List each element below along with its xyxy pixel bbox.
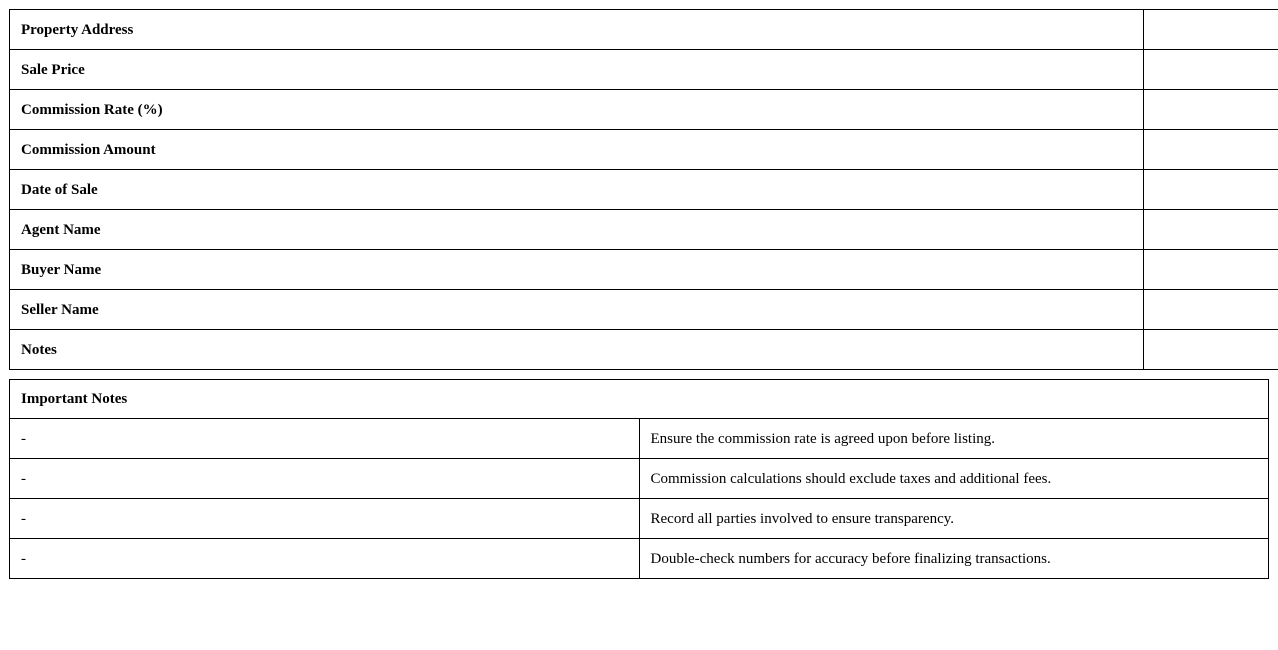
note-bullet: -	[10, 539, 640, 579]
field-value-commission-amount[interactable]	[1144, 130, 1278, 170]
table-row	[10, 459, 1269, 499]
table-row	[10, 539, 1269, 579]
table-row	[10, 170, 1278, 210]
field-value-date-of-sale[interactable]	[1144, 170, 1278, 210]
table-row	[10, 130, 1278, 170]
field-label-commission-rate: Commission Rate (%)	[10, 90, 1144, 130]
field-value-property-address[interactable]	[1144, 10, 1278, 50]
field-label-property-address: Property Address	[10, 10, 1144, 50]
field-value-commission-rate[interactable]	[1144, 90, 1278, 130]
table-row	[10, 210, 1278, 250]
table-row	[10, 499, 1269, 539]
field-label-agent-name: Agent Name	[10, 210, 1144, 250]
field-label-buyer-name: Buyer Name	[10, 250, 1144, 290]
table-row	[10, 10, 1278, 50]
field-value-sale-price[interactable]	[1144, 50, 1278, 90]
field-value-agent-name[interactable]	[1144, 210, 1278, 250]
important-notes-header: Important Notes	[10, 380, 1269, 419]
field-value-seller-name[interactable]	[1144, 290, 1278, 330]
table-row	[10, 290, 1278, 330]
field-label-date-of-sale: Date of Sale	[10, 170, 1144, 210]
note-text: Double-check numbers for accuracy before finalizing transactions.	[639, 539, 1269, 579]
note-text: Ensure the commission rate is agreed upon before listing.	[639, 419, 1269, 459]
table-row	[10, 330, 1278, 370]
field-label-notes: Notes	[10, 330, 1144, 370]
table-row	[10, 250, 1278, 290]
important-notes-table	[9, 379, 1269, 579]
note-text: Commission calculations should exclude taxes and additional fees.	[639, 459, 1269, 499]
field-label-seller-name: Seller Name	[10, 290, 1144, 330]
note-bullet: -	[10, 459, 640, 499]
field-value-buyer-name[interactable]	[1144, 250, 1278, 290]
table-row	[10, 419, 1269, 459]
note-bullet: -	[10, 499, 640, 539]
table-row	[10, 90, 1278, 130]
table-row	[10, 380, 1269, 419]
table-row	[10, 50, 1278, 90]
commission-form-table	[9, 9, 1278, 370]
note-bullet: -	[10, 419, 640, 459]
field-value-notes[interactable]	[1144, 330, 1278, 370]
note-text: Record all parties involved to ensure transparency.	[639, 499, 1269, 539]
field-label-sale-price: Sale Price	[10, 50, 1144, 90]
field-label-commission-amount: Commission Amount	[10, 130, 1144, 170]
